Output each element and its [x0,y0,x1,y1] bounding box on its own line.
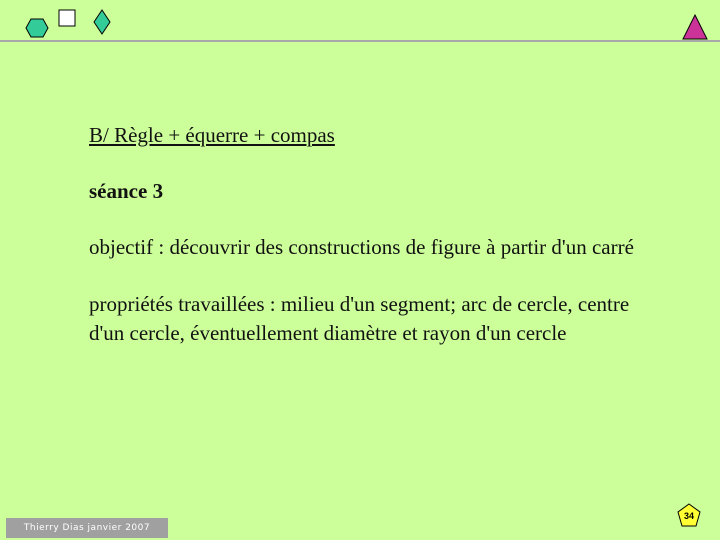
pentagon-icon [677,503,701,527]
session-label: séance 3 [89,179,164,203]
top-divider-line [0,40,720,42]
diamond-nav-button[interactable] [93,9,111,35]
page-number: 34 [683,511,695,521]
triangle-nav-button[interactable] [682,14,708,40]
triangle-icon [682,14,708,40]
page-number-badge [677,503,701,527]
properties-text: propriétés travaillées : milieu d'un segment; arc de cercle, centre d'un cercle, éventuellement diamètre et rayon d'un cercle [89,292,630,345]
hexagon-nav-button[interactable] [25,18,49,38]
hexagon-icon [25,18,49,38]
author-footer: Thierry Dias janvier 2007 [6,518,168,538]
slide-title: B/ Règle + équerre + compas [89,123,335,147]
square-icon [58,9,76,27]
square-nav-button[interactable] [58,9,76,27]
diamond-icon [93,9,111,35]
slide-content [89,121,649,348]
objective-text: objectif : découvrir des constructions de figure à partir d'un carré [89,235,634,259]
